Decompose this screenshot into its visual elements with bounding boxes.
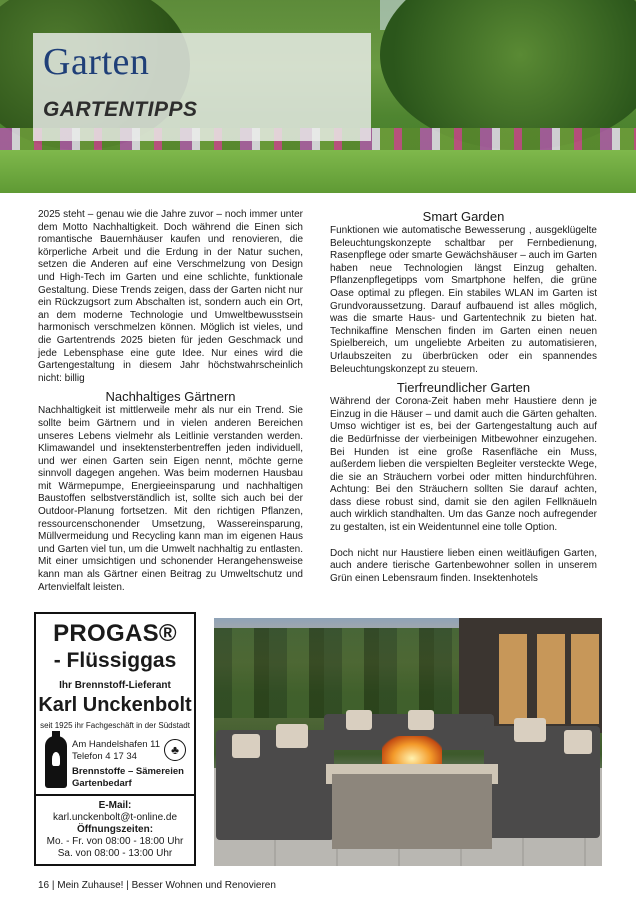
ad-address: [72, 739, 160, 763]
ad-hours-saturday: Sa. von 08:00 - 13:00 Uhr: [57, 848, 173, 859]
fire-table: [332, 774, 492, 849]
ad-services-line2: Gartenbedarf: [72, 778, 132, 789]
ad-services-line1: Brennstoffe – Sämereien: [72, 766, 184, 777]
ad-hours-label: Öffnungszeiten:: [76, 824, 154, 835]
section-heading-smart-garden: Smart Garden: [422, 209, 505, 224]
guild-badge-icon: ♣: [164, 739, 186, 761]
section-heading-tierfreundlich: Tierfreundlicher Garten: [396, 380, 531, 396]
ad-company: Karl Unckenbolt: [38, 694, 192, 716]
fire-icon: [382, 736, 442, 764]
ad-since: seit 1925 ihr Fachgeschäft in der Südstadt: [40, 721, 190, 730]
nachhaltig-paragraph: Nachhaltigkeit ist mittlerweile mehr als nur ein Trend. Sie sollte beim Gärtnern und in vielen anderen Bereichen unseres Lebens vielmehr als Leitlinie verstanden werden. Klimawandel und insektensterbentreffen jeden individuell, und wer einen Garten sein Eigen nennt, möchte gerne sinnvoll dagegen angehen. Was beim modernen Hausbau mit Wärmepumpe, Energieeinsparung und nachhaltigen Baustoffen selbstverständlich ist, sollte sich auch bei der Outdoor-Planung fortsetzen. Mit den richtigen Pflanzen, ressourcenschonender Umsetzung, Wassereinsparung, Müllvermeidung und Recycling kann man im eigenen Haus und Garten viel tun, um die Umwelt nachhaltig zu entlasten. Mit einer umsichtigen und schonender Herangehensweise kann man als Gärtner einen Beitrag zu Umweltschutz und Artenvielfalt leisten.: [38, 405, 303, 593]
page-subtitle: GARTENTIPPS: [43, 98, 198, 121]
ad-street: Am Handelshafen 11: [72, 739, 161, 750]
ad-tagline: Ihr Brennstoff-Lieferant: [59, 680, 171, 691]
ad-email-label: E-Mail:: [98, 800, 132, 811]
ad-product: - Flüssiggas: [53, 649, 177, 672]
smart-garden-paragraph: Funktionen wie automatische Bewesserung , ausgeklügelte Beleuchtungskonzepte schaltbar per Fernbedienung, Rasenpflege oder smarte Gewächshäuser – auch im Garten haben neue Technologien längst Einzug gehalten. Pflanzenpflegetipps vom Smartphone helfen, die grüne Oase optimal zu pflegen. Ein stabiles WLAN im Garten ist Grundvoraussetzung. Darauf aufbauend ist alles möglich, was die smarte Haus- und Gartentechnik zu bieten hat. Technikaffine Menschen finden im Garten einen neuen Spielbereich, um ungeliebte Arbeiten zu automatisieren, Urlaubszeiten zu überbrücken oder ein spannendes Beleuchtungskonzept zu steuern.: [330, 225, 597, 375]
ad-email[interactable]: karl.unckenbolt@t-online.de: [52, 812, 178, 823]
patio-photo: [214, 618, 602, 866]
section-heading-nachhaltig: Nachhaltiges Gärtnern: [105, 389, 236, 405]
right-column: [330, 205, 597, 585]
ad-hours-weekday: Mo. - Fr. von 08:00 - 18:00 Uhr: [46, 836, 184, 847]
ad-top-section: [36, 614, 194, 796]
hero-garden-image: [0, 0, 636, 193]
ad-contact: [36, 800, 194, 860]
ad-brand: PROGAS®: [53, 620, 177, 647]
page-title: Garten: [43, 41, 150, 83]
gas-bottle-icon: [45, 736, 67, 788]
ad-phone: Telefon 4 17 34: [72, 751, 137, 762]
page-footer: 16 | Mein Zuhause! | Besser Wohnen und Renovieren: [38, 880, 276, 891]
advertisement: [34, 612, 196, 866]
tierfreundlich-paragraph-2: Doch nicht nur Haustiere lieben einen weitläufigen Garten, auch andere tierische Gartenbewohner sollen in unserem Grün einen Lebensraum finden. Insektenhotels: [330, 547, 597, 584]
intro-paragraph: 2025 steht – genau wie die Jahre zuvor – noch immer unter dem Motto Nachhaltigkeit. Doch während die Einen sich romantische Bauernhäuser kaufen und renovieren, die körperliche Arbeit und die Erdung in der Natur suchen, setzen die Anderen auf eine Verschmelzung von Design und High-Tech im Garten und eine schlichte, funktionale Gestaltung. Diese Trends zeigen, dass der Garten nicht nur ein Rückzugsort zum Abschalten ist, sondern auch ein Ort, an dem moderne Technologie und Umweltbewusstsein harmonisch verschmelzen können. Möglich ist vieles, und die Gartentrends 2025 bieten für jeden Geschmack und jede Lebensphase eine gute Idee. Nur eines wird die Gartengestaltung in diesem Jahr höchstwahrscheinlich nicht: billig: [38, 209, 303, 384]
left-column: [38, 209, 303, 594]
tierfreundlich-paragraph: Während der Corona-Zeit haben mehr Haustiere denn je Einzug in die Häuser – und damit auch die Gärten gehalten. Umso wichtiger ist es, bei der Gartengestaltung auch auf die Bedürfnisse der vierbeinigen Mitbewohner einzugehen. Bei Hunden ist eine große Rasenfläche ein Muss, außerdem lieben die verspielten Begleiter versteckte Wege, die sie an Sträuchern vorbei oder mitten hindurchführen. Achtung: Bei den Sträuchern sollten Sie darauf achten, dass diese robust sind, damit sie den agilen Fellknäueln auch wirklich standhalten. Um das Ganze noch aufregender zu gestalten, ist ein Weidentunnel eine tolle Option.: [330, 396, 597, 534]
ad-services: [72, 766, 184, 790]
